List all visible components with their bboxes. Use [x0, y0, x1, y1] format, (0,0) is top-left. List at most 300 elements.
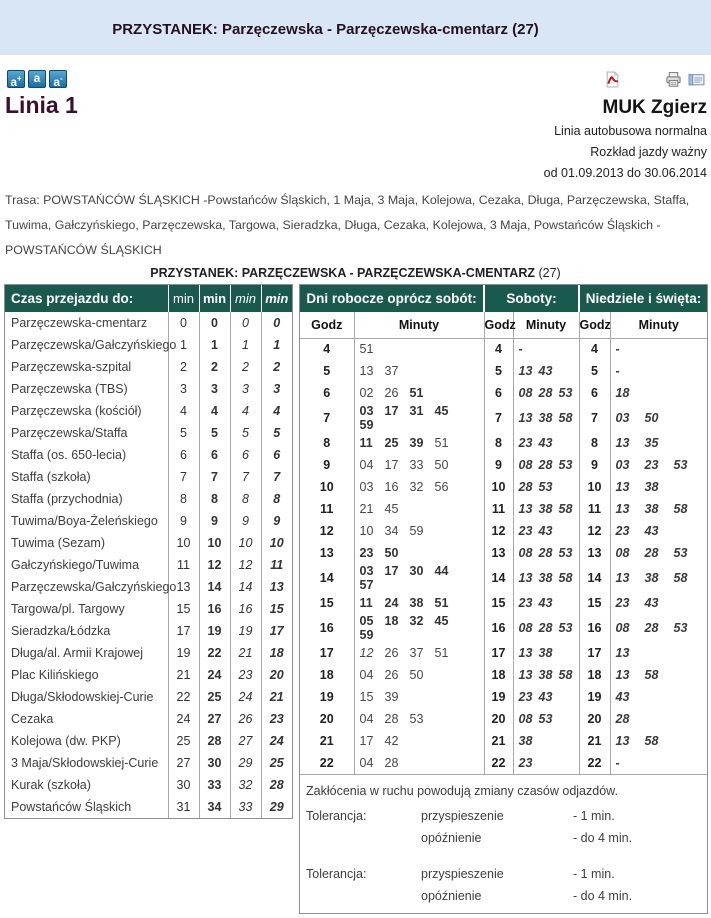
stop-name: Parzęczewska/Staffa — [11, 426, 128, 440]
timetable-row — [300, 542, 707, 564]
departure-minute: 34 — [384, 524, 399, 538]
travel-table-row — [5, 554, 292, 576]
departure-minute: 04 — [359, 458, 374, 472]
stop-name: Tuwima/Boya-Żeleńskiego — [11, 514, 158, 528]
saturday-minutes — [513, 730, 579, 752]
content-area — [0, 55, 711, 918]
departure-minute: 28 — [538, 546, 553, 560]
saturday-hour: 15 — [484, 592, 513, 614]
departure-minute: 10 — [359, 524, 374, 538]
sunday-hour: 8 — [579, 432, 610, 454]
saturday-hour: 19 — [484, 686, 513, 708]
departure-minute: - — [615, 364, 620, 378]
departure-minute: 56 — [434, 480, 449, 494]
weekday-minutes — [354, 752, 484, 774]
departure-minute: 45 — [434, 404, 449, 418]
weekday-minutes — [354, 404, 484, 432]
departure-minute: 33 — [409, 458, 424, 472]
departure-minute: 16 — [384, 480, 399, 494]
travel-minutes-value: 7 — [261, 466, 292, 488]
stop-name: Parzęczewska (TBS) — [11, 382, 128, 396]
sunday-hour: 18 — [579, 664, 610, 686]
tolerance-row — [306, 885, 701, 907]
weekday-minutes — [354, 382, 484, 404]
weekday-hour: 18 — [319, 668, 334, 682]
departure-minute: 05 — [359, 614, 374, 628]
travel-minutes-value: 0 — [230, 312, 261, 334]
departure-minute: 38 — [538, 646, 553, 660]
tables-area — [0, 280, 711, 914]
print-icon[interactable] — [665, 71, 682, 88]
departure-minute: 04 — [359, 712, 374, 726]
sunday-hour: 20 — [579, 708, 610, 730]
departure-minute: 28 — [384, 755, 399, 770]
minutes-header: Minuty — [513, 312, 579, 338]
departure-minute: 53 — [673, 458, 688, 472]
departure-minute: 17 — [384, 564, 399, 578]
saturday-minutes — [513, 564, 579, 592]
stop-name: 3 Maja/Skłodowskiej-Curie — [11, 756, 159, 770]
weekday-hour: 15 — [319, 596, 334, 610]
weekday-minutes — [354, 592, 484, 614]
travel-minutes-value: 5 — [230, 422, 261, 444]
departure-minute: 58 — [644, 734, 659, 748]
departure-minute: 28 — [615, 712, 630, 726]
weekday-minutes — [354, 338, 484, 360]
sunday-hour: 6 — [579, 382, 610, 404]
saturday-hour: 21 — [484, 730, 513, 752]
tolerance-block — [306, 805, 701, 849]
departure-minute: 58 — [673, 502, 688, 516]
sunday-minutes — [610, 360, 707, 382]
departure-minute: 08 — [518, 621, 533, 635]
travel-minutes-value: 17 — [261, 620, 292, 642]
travel-minutes-value: 8 — [230, 488, 261, 510]
departure-minute: 03 — [359, 564, 374, 578]
saturday-hour: 5 — [484, 360, 513, 382]
travel-minutes-value: 13 — [168, 576, 199, 598]
travel-minutes-value: 25 — [168, 730, 199, 752]
travel-table-row — [5, 730, 292, 752]
weekday-minutes — [354, 454, 484, 476]
departure-minute: 13 — [615, 436, 630, 450]
departure-minute: 13 — [518, 646, 533, 660]
saturday-hour: 7 — [484, 404, 513, 432]
travel-minutes-value: 29 — [230, 752, 261, 774]
travel-table-header: Czas przejazdu do: — [5, 285, 168, 312]
sunday-hour: 11 — [579, 498, 610, 520]
travel-table-row — [5, 422, 292, 444]
travel-minutes-value: 19 — [199, 620, 230, 642]
saturday-minutes — [513, 542, 579, 564]
timetable-row — [300, 730, 707, 752]
sunday-minutes — [610, 476, 707, 498]
departure-minute: 08 — [518, 546, 533, 560]
departure-minute: 58 — [558, 668, 573, 682]
travel-minutes-value: 10 — [168, 532, 199, 554]
tolerance-value: - do 4 min. — [573, 888, 633, 903]
travel-minutes-value: 22 — [168, 686, 199, 708]
departure-minute: 53 — [558, 458, 573, 472]
timetable-row — [300, 520, 707, 542]
email-icon[interactable] — [688, 71, 705, 88]
travel-minutes-value: 15 — [261, 598, 292, 620]
travel-table-row — [5, 576, 292, 598]
timetable-row — [300, 338, 707, 360]
sunday-minutes — [610, 686, 707, 708]
travel-minutes-value: 21 — [261, 686, 292, 708]
travel-minutes-value: 7 — [199, 466, 230, 488]
sunday-minutes — [610, 708, 707, 730]
travel-minutes-value: 9 — [168, 510, 199, 532]
weekday-hour: 13 — [319, 546, 334, 560]
saturday-minutes — [513, 752, 579, 774]
weekday-hour: 11 — [320, 502, 334, 516]
sunday-hour: 4 — [579, 338, 610, 360]
departure-minute: 43 — [538, 364, 553, 378]
departure-minute: 02 — [359, 386, 374, 400]
timetable-row — [300, 592, 707, 614]
validity-dates: od 01.09.2013 do 30.06.2014 — [543, 166, 707, 180]
stop-name: Parzęczewska/Gałczyńskiego — [11, 580, 177, 594]
departure-minute: 28 — [538, 386, 553, 400]
tolerance-name: przyspieszenie — [421, 866, 504, 881]
departure-minute: 08 — [518, 458, 533, 472]
hour-header: Godz — [484, 312, 513, 338]
departure-minute: 26 — [384, 386, 399, 400]
departure-minute: 42 — [384, 734, 399, 748]
font-reset-button[interactable]: a — [28, 70, 46, 88]
timetable-row — [300, 564, 707, 592]
stop-name: Kurak (szkoła) — [11, 778, 91, 792]
travel-minutes-value: 31 — [168, 796, 199, 818]
departure-minute: 58 — [558, 502, 573, 516]
weekday-hour: 20 — [319, 712, 334, 726]
saturday-hour: 22 — [484, 752, 513, 774]
departure-minute: 23 — [518, 596, 533, 610]
travel-table-row — [5, 642, 292, 664]
departure-minute: 25 — [384, 436, 399, 450]
departure-minute: 28 — [538, 458, 553, 472]
departure-minute: 38 — [644, 480, 659, 494]
timetable-row — [300, 686, 707, 708]
departure-minute: 39 — [409, 436, 424, 450]
departure-minute: 45 — [434, 614, 449, 628]
weekday-hour: 4 — [323, 342, 331, 357]
min-col-header-4: min — [261, 285, 292, 312]
weekday-hour: 19 — [319, 690, 334, 704]
stop-name: Długa/Skłodowskiej-Curie — [11, 690, 154, 704]
departure-minute: 38 — [538, 571, 553, 585]
travel-time-box — [4, 284, 293, 819]
sunday-minutes — [610, 542, 707, 564]
departure-minute: 37 — [409, 646, 424, 660]
departure-minute: 43 — [538, 436, 553, 450]
weekday-hour: 14 — [319, 571, 334, 585]
departure-minute: 28 — [384, 712, 399, 726]
departure-minute: 21 — [359, 502, 374, 516]
travel-minutes-value: 6 — [199, 444, 230, 466]
timetable-row — [300, 708, 707, 730]
departure-minute: 15 — [359, 690, 374, 704]
sunday-hour: 19 — [579, 686, 610, 708]
sunday-hour: 14 — [579, 564, 610, 592]
travel-table-row — [5, 378, 292, 400]
departure-minute: 23 — [518, 755, 533, 770]
departure-minute: 58 — [558, 411, 573, 425]
travel-minutes-value: 5 — [199, 422, 230, 444]
departure-minute: 08 — [615, 621, 630, 635]
travel-minutes-value: 21 — [230, 642, 261, 664]
departure-minute: 50 — [409, 668, 424, 682]
travel-minutes-value: 25 — [199, 686, 230, 708]
travel-minutes-value: 6 — [261, 444, 292, 466]
saturday-hour: 4 — [484, 338, 513, 360]
weekday-minutes — [354, 708, 484, 730]
departure-minute: 03 — [359, 480, 374, 494]
departure-minute: 37 — [384, 364, 399, 378]
travel-minutes-value: 16 — [199, 598, 230, 620]
stop-name: Parzęczewska (kościół) — [11, 404, 142, 418]
heading-row — [0, 88, 711, 119]
weekday-hour: 7 — [323, 411, 331, 425]
stop-name: Gałczyńskiego/Tuwima — [11, 558, 140, 572]
stop-name: Parzęczewska-szpital — [11, 360, 132, 374]
travel-minutes-value: 24 — [168, 708, 199, 730]
travel-table-row — [5, 466, 292, 488]
travel-table-row — [5, 510, 292, 532]
saturday-minutes — [513, 664, 579, 686]
font-decrease-button[interactable]: a- — [49, 70, 67, 88]
travel-minutes-value: 33 — [230, 796, 261, 818]
validity-label: Rozkład jazdy ważny — [590, 145, 707, 159]
stop-heading-main: PRZYSTANEK: PARZĘCZEWSKA - PARZĘCZEWSKA-CMENTARZ — [150, 266, 535, 280]
departure-minute: 50 — [644, 411, 659, 425]
saturday-minutes — [513, 404, 579, 432]
departure-minute: 53 — [538, 712, 553, 726]
travel-minutes-value: 2 — [199, 356, 230, 378]
travel-minutes-value: 6 — [230, 444, 261, 466]
weekday-hour: 5 — [323, 364, 331, 378]
page-title: PRZYSTANEK: Parzęczewska - Parzęczewska-cmentarz (27) — [112, 21, 539, 38]
travel-minutes-value: 34 — [199, 796, 230, 818]
departure-minute: 23 — [518, 436, 533, 450]
notice-area — [300, 775, 707, 913]
weekday-minutes — [354, 664, 484, 686]
tolerance-value: - 1 min. — [573, 866, 615, 881]
departure-minute: 44 — [434, 564, 449, 578]
departure-minute: 35 — [644, 436, 659, 450]
travel-minutes-value: 24 — [261, 730, 292, 752]
departure-minute: 58 — [673, 571, 688, 585]
departure-minute: 23 — [615, 596, 630, 610]
stop-name: Plac Kilińskiego — [11, 668, 99, 682]
saturday-hour: 18 — [484, 664, 513, 686]
travel-minutes-value: 20 — [261, 664, 292, 686]
departure-minute: 28 — [538, 621, 553, 635]
saturday-hour: 10 — [484, 476, 513, 498]
travel-table-row — [5, 796, 292, 818]
tolerance-label — [306, 885, 421, 907]
departure-minute: 38 — [644, 502, 659, 516]
saturday-minutes — [513, 338, 579, 360]
saturday-minutes — [513, 520, 579, 542]
travel-minutes-value: 28 — [261, 774, 292, 796]
weekday-hour: 8 — [323, 436, 331, 450]
travel-minutes-value: 10 — [199, 532, 230, 554]
departure-minute: 38 — [538, 411, 553, 425]
departure-minute: 57 — [359, 578, 374, 592]
departure-minute: 13 — [615, 734, 630, 748]
departure-minute: 31 — [409, 404, 424, 418]
saturday-minutes — [513, 476, 579, 498]
departure-minute: 23 — [518, 524, 533, 538]
saturday-minutes — [513, 614, 579, 642]
timetable-box — [299, 284, 708, 914]
travel-minutes-value: 23 — [261, 708, 292, 730]
travel-minutes-value: 1 — [168, 334, 199, 356]
sunday-hour: 21 — [579, 730, 610, 752]
weekday-minutes — [354, 432, 484, 454]
departure-minute: 59 — [359, 418, 374, 432]
saturday-minutes — [513, 454, 579, 476]
departure-minute: 18 — [615, 386, 630, 400]
travel-minutes-value: 16 — [230, 598, 261, 620]
departure-minute: 51 — [434, 596, 449, 610]
travel-minutes-value: 30 — [199, 752, 230, 774]
weekday-minutes — [354, 520, 484, 542]
departure-minute: 23 — [644, 458, 659, 472]
departure-minute: 12 — [359, 646, 374, 660]
travel-minutes-value: 17 — [168, 620, 199, 642]
sunday-minutes — [610, 730, 707, 752]
pdf-icon[interactable] — [604, 71, 621, 88]
travel-minutes-value: 28 — [199, 730, 230, 752]
saturday-minutes — [513, 686, 579, 708]
travel-table-row — [5, 752, 292, 774]
timetable-row — [300, 454, 707, 476]
travel-minutes-value: 21 — [168, 664, 199, 686]
departure-minute: 13 — [359, 364, 374, 378]
travel-minutes-value: 26 — [230, 708, 261, 730]
departure-minute: 13 — [615, 668, 630, 682]
travel-minutes-value: 4 — [199, 400, 230, 422]
travel-minutes-value: 0 — [168, 312, 199, 334]
saturday-hour: 17 — [484, 642, 513, 664]
departure-minute: 08 — [518, 712, 533, 726]
stop-name: Cezaka — [11, 712, 54, 726]
departure-minute: 13 — [615, 646, 630, 660]
departure-minute: 53 — [558, 621, 573, 635]
departure-minute: 23 — [615, 524, 630, 538]
saturday-hour: 20 — [484, 708, 513, 730]
travel-minutes-value: 24 — [199, 664, 230, 686]
departure-minute: 23 — [518, 690, 533, 704]
timetable-row — [300, 498, 707, 520]
departure-minute: 08 — [518, 386, 533, 400]
travel-minutes-value: 27 — [230, 730, 261, 752]
departure-minute: 43 — [644, 524, 659, 538]
weekday-hour: 6 — [323, 386, 331, 400]
travel-minutes-value: 5 — [261, 422, 292, 444]
departure-minute: 13 — [518, 502, 533, 516]
departure-minute: 58 — [644, 668, 659, 682]
stop-name: Długa/al. Armii Krajowej — [11, 646, 143, 660]
departure-minute: 53 — [673, 621, 688, 635]
saturday-hour: 13 — [484, 542, 513, 564]
weekday-hour: 22 — [319, 755, 334, 770]
stop-name: Parzęczewska/Gałczyńskiego — [11, 338, 177, 352]
saturday-minutes — [513, 642, 579, 664]
travel-minutes-value: 19 — [168, 642, 199, 664]
travel-minutes-value: 0 — [199, 312, 230, 334]
font-increase-button[interactable]: a+ — [7, 70, 25, 88]
tolerance-name: opóźnienie — [421, 888, 482, 903]
saturday-minutes — [513, 382, 579, 404]
tolerance-name: przyspieszenie — [421, 808, 504, 823]
departure-minute: 11 — [359, 596, 373, 610]
departure-minute: 43 — [538, 690, 553, 704]
departure-minute: 17 — [384, 404, 399, 418]
travel-table-row — [5, 664, 292, 686]
departure-minute: 45 — [384, 502, 399, 516]
tolerance-value: - 1 min. — [573, 808, 615, 823]
travel-minutes-value: 14 — [230, 576, 261, 598]
departure-minute: 28 — [518, 480, 533, 494]
weekday-minutes — [354, 564, 484, 592]
departure-minute: 11 — [359, 436, 373, 450]
timetable-row — [300, 664, 707, 686]
hour-header: Godz — [300, 312, 354, 338]
departure-minute: 13 — [615, 502, 630, 516]
sunday-hour: 5 — [579, 360, 610, 382]
stop-heading — [0, 266, 711, 280]
departure-minute: 51 — [434, 646, 449, 660]
departure-minute: 13 — [615, 480, 630, 494]
travel-minutes-value: 11 — [261, 554, 292, 576]
line-title: Linia 1 — [5, 92, 78, 118]
sunday-hour: 15 — [579, 592, 610, 614]
travel-minutes-value: 18 — [261, 642, 292, 664]
travel-minutes-value: 13 — [261, 576, 292, 598]
travel-table-row — [5, 312, 292, 334]
departure-minute: 23 — [359, 546, 374, 560]
stop-name: Sieradzka/Łódzka — [11, 624, 111, 638]
departure-minute: 13 — [518, 668, 533, 682]
travel-minutes-value: 8 — [168, 488, 199, 510]
departure-minute: 30 — [409, 564, 424, 578]
travel-minutes-value: 29 — [261, 796, 292, 818]
sunday-minutes — [610, 454, 707, 476]
saturday-hour: 16 — [484, 614, 513, 642]
tolerance-block — [306, 863, 701, 907]
sunday-minutes — [610, 404, 707, 432]
tolerance-name: opóźnienie — [421, 830, 482, 845]
travel-minutes-value: 6 — [168, 444, 199, 466]
travel-minutes-value: 10 — [261, 532, 292, 554]
timetable-row — [300, 642, 707, 664]
departure-minute: 38 — [538, 502, 553, 516]
departure-minute: 43 — [538, 596, 553, 610]
disruption-notice: Zakłócenia w ruchu powodują zmiany czasów odjazdów. — [306, 783, 618, 798]
tolerance-value: - do 4 min. — [573, 830, 633, 845]
departure-minute: 38 — [518, 734, 533, 748]
travel-minutes-value: 12 — [230, 554, 261, 576]
travel-table-row — [5, 444, 292, 466]
departure-minute: 17 — [384, 458, 399, 472]
sunday-hour: 17 — [579, 642, 610, 664]
sunday-hour: 7 — [579, 404, 610, 432]
